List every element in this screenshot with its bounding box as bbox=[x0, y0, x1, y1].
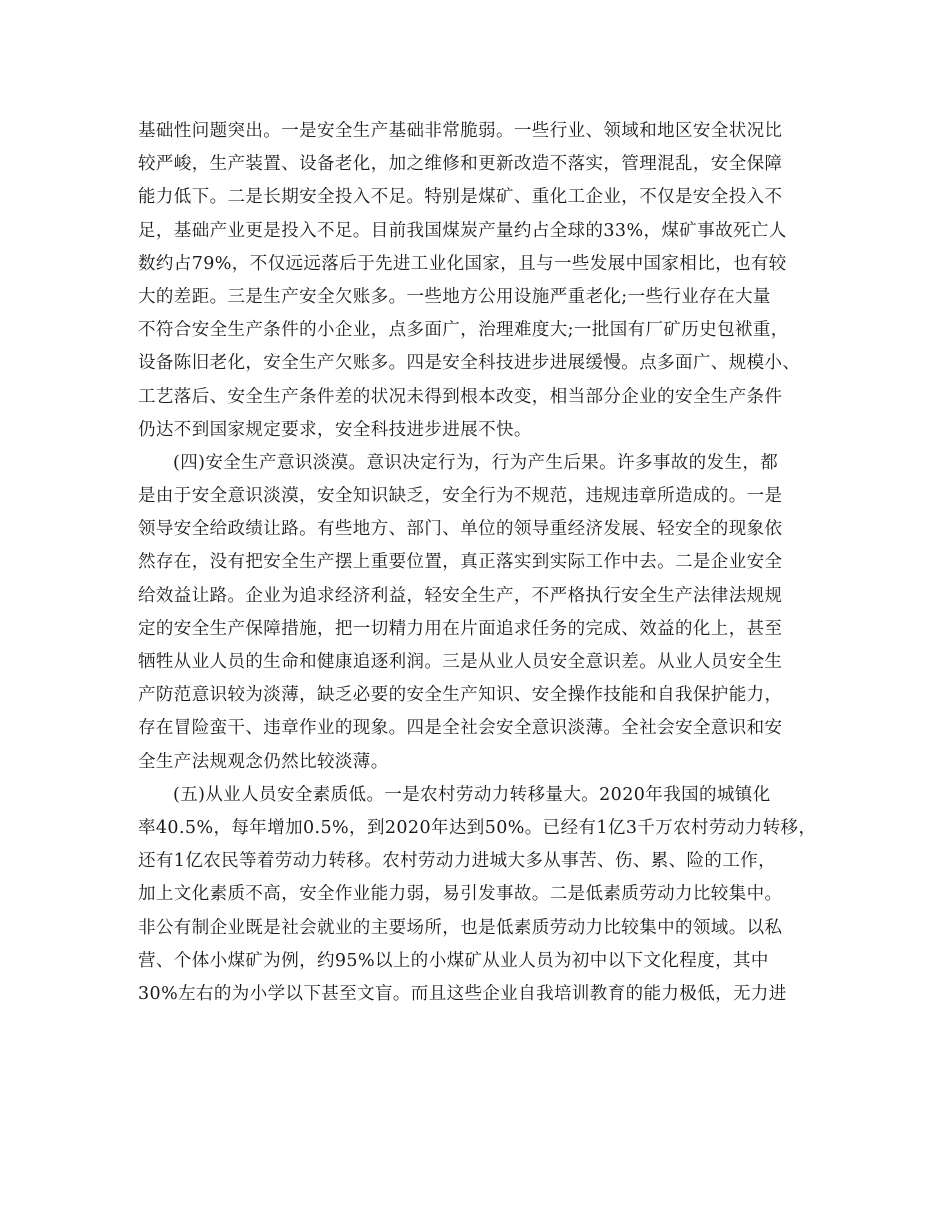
text-line: 不符合安全生产条件的小企业，点多面广，治理难度大;一批国有厂矿历史包袱重， bbox=[138, 320, 789, 341]
text-line: 工艺落后、安全生产条件差的状况未得到根本改变，相当部分企业的安全生产条件 bbox=[138, 386, 783, 407]
text-line: 30%左右的为小学以下甚至文盲。而且这些企业自我培训教育的能力极低，无力进 bbox=[138, 983, 787, 1004]
text-line: 非公有制企业既是社会就业的主要场所，也是低素质劳动力比较集中的领域。以私 bbox=[138, 917, 783, 938]
body-text bbox=[138, 115, 828, 1011]
text-line: 定的安全生产保障措施，把一切精力用在片面追求任务的完成、效益的化上，甚至 bbox=[138, 618, 783, 639]
text-line-first: (五)从业人员安全素质低。一是农村劳动力转移量大。2020年我国的城镇化 bbox=[173, 784, 771, 805]
text-line: 然存在，没有把安全生产摆上重要位置，真正落实到实际工作中去。二是企业安全 bbox=[138, 552, 783, 573]
paragraph-safety-awareness bbox=[138, 447, 828, 779]
text-line: 存在冒险蛮干、违章作业的现象。四是全社会安全意识淡薄。全社会安全意识和安 bbox=[138, 718, 783, 739]
text-line: 全生产法规观念仍然比较淡薄。 bbox=[138, 751, 389, 772]
text-line: 能力低下。二是长期安全投入不足。特别是煤矿、重化工企业，不仅是安全投入不 bbox=[138, 187, 783, 208]
text-line: 数约占79%，不仅远远落后于先进工业化国家，且与一些发展中国家相比，也有较 bbox=[138, 253, 787, 274]
text-line: 领导安全给政绩让路。有些地方、部门、单位的领导重经济发展、轻安全的现象依 bbox=[138, 519, 783, 540]
text-line: 是由于安全意识淡漠，安全知识缺乏，安全行为不规范，违规违章所造成的。一是 bbox=[138, 486, 783, 507]
text-line-first: (四)安全生产意识淡漠。意识决定行为，行为产生后果。许多事故的发生，都 bbox=[173, 452, 779, 473]
text-line: 营、个体小煤矿为例，约95%以上的小煤矿从业人员为初中以下文化程度，其中 bbox=[138, 950, 769, 971]
text-line: 较严峻，生产装置、设备老化，加之维修和更新改造不落实，管理混乱，安全保障 bbox=[138, 154, 783, 175]
paragraph-worker-quality bbox=[138, 779, 828, 1011]
text-line: 还有1亿农民等着劳动力转移。农村劳动力进城大多从事苦、伤、累、险的工作， bbox=[138, 851, 777, 872]
text-line: 大的差距。三是生产安全欠账多。一些地方公用设施严重老化;一些行业存在大量 bbox=[138, 286, 771, 307]
text-line: 给效益让路。企业为追求经济利益，轻安全生产，不严格执行安全生产法律法规规 bbox=[138, 585, 783, 606]
text-line: 基础性问题突出。一是安全生产基础非常脆弱。一些行业、领域和地区安全状况比 bbox=[138, 121, 783, 141]
text-line: 牺牲从业人员的生命和健康追逐利润。三是从业人员安全意识差。从业人员安全生 bbox=[138, 652, 783, 672]
text-line: 率40.5%，每年增加0.5%，到2020年达到50%。已经有1亿3千万农村劳动力转移， bbox=[138, 817, 817, 838]
text-line: 设备陈旧老化，安全生产欠账多。四是安全科技进步进展缓慢。点多面广、规模小、 bbox=[138, 353, 801, 374]
text-line: 足，基础产业更是投入不足。目前我国煤炭产量约占全球的33%，煤矿事故死亡人 bbox=[138, 220, 787, 241]
text-line: 加上文化素质不高，安全作业能力弱，易引发事故。二是低素质劳动力比较集中。 bbox=[138, 884, 783, 905]
text-line: 仍达不到国家规定要求，安全科技进步进展不快。 bbox=[138, 419, 532, 440]
paragraph-infrastructure bbox=[138, 115, 828, 447]
text-line: 产防范意识较为淡薄，缺乏必要的安全生产知识、安全操作技能和自我保护能力， bbox=[138, 685, 783, 706]
